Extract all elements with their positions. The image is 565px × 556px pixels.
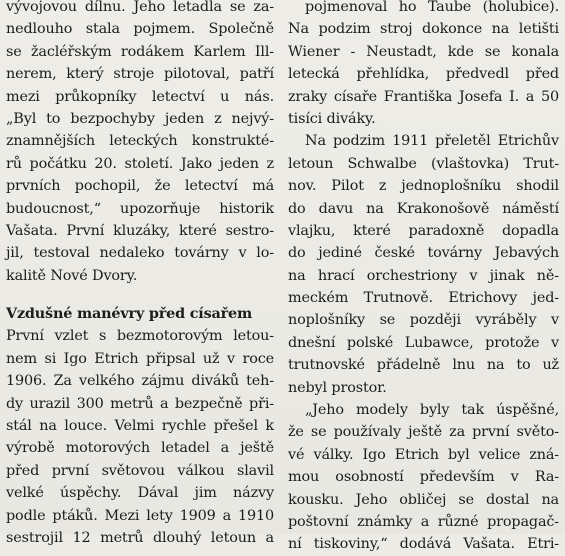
text-line: do jediné české továrny Jebavých <box>288 245 559 262</box>
text-line: kousku. Jeho obličej se dostal na <box>288 491 559 508</box>
article-column-left <box>6 0 274 546</box>
text-line: letecká přehlídka, předvedl před <box>288 66 559 83</box>
text-line: pojmenoval ho Taube (holubice). <box>305 0 559 15</box>
text-line: že se používaly ještě za první světo- <box>288 424 559 441</box>
text-line: velké úspěchy. Dával jim názvy <box>6 485 274 502</box>
text-line: První vzlet s bezmotorovým letou- <box>6 328 274 345</box>
text-line: mou osobností především v Ra- <box>288 469 559 486</box>
text-line: kalitě Nové Dvory. <box>6 267 138 284</box>
text-line: nedlouho stala pojmem. Společně <box>6 21 274 38</box>
text-line: Na podzim stroj dokonce na letišti <box>288 21 559 38</box>
text-line: Na podzim 1911 přeletěl Etrichův <box>305 133 559 150</box>
text-line: vývojovou dílnu. Jeho letadla se za- <box>6 0 274 15</box>
text-line: tisíci diváky. <box>288 110 376 127</box>
text-line: rů počátku 20. století. Jako jeden z <box>6 155 274 172</box>
text-line: „Byl to bezpochyby jeden z nejvý- <box>6 110 274 127</box>
text-line: zraky císaře Františka Josefa I. a 50 <box>288 88 559 105</box>
text-line: vlajku, které paradoxně dopadla <box>288 222 559 239</box>
text-line: do davu na Krakonošově náměstí <box>288 200 559 217</box>
text-line: vé války. Igo Etrich byl velice zná- <box>288 446 559 463</box>
text-line: jil, testoval nedaleko továrny v lo- <box>6 245 274 262</box>
text-line: 1906. Za velkého zájmu diváků teh- <box>6 373 274 390</box>
text-line: letoun Schwalbe (vlaštovka) Trut- <box>288 155 559 172</box>
text-line: znamnějších leteckých konstrukté- <box>6 133 274 150</box>
text-line: výrobě motorových letadel a ještě <box>6 440 274 457</box>
text-line: na hrací orchestriony v jinak ně- <box>288 267 559 284</box>
text-line: noplošníky se později vyráběly v <box>288 312 559 329</box>
section-heading: Vzdušné manévry před císařem <box>6 305 252 323</box>
text-line: Vašata. První kluzáky, které sestro- <box>6 222 274 239</box>
text-line: budoucnost,“ upozorňuje historik <box>6 200 274 217</box>
text-line: nerem, který stroje pilotoval, patří <box>6 66 274 83</box>
text-line: mezi průkopníky letectví u nás. <box>6 88 274 105</box>
text-line: dnešní polské Lubawce, protože v <box>288 334 559 351</box>
text-line: poštovní známky a různé propagač- <box>288 513 559 530</box>
text-line: podle ptáků. Mezi lety 1909 a 1910 <box>6 507 274 524</box>
text-line: sestrojil 12 metrů dlouhý letoun a <box>6 529 274 546</box>
text-line: dy urazil 300 metrů a bezpečně při- <box>6 395 274 412</box>
text-line: nem si Igo Etrich připsal už v roce <box>6 350 274 367</box>
article-column-right <box>288 0 559 553</box>
text-line: nebyl prostor. <box>288 379 387 396</box>
text-line: se žacléřským rodákem Karlem Ill- <box>6 43 274 60</box>
text-line: meckém Trutnově. Etrichovy jed- <box>288 290 559 307</box>
text-line: prvních pochopil, že letectví má <box>6 178 274 195</box>
text-line: nov. Pilot z jednoplošníku shodil <box>288 178 559 195</box>
text-line: Wiener - Neustadt, kde se konala <box>288 43 559 60</box>
text-line: „Jeho modely byly tak úspěšné, <box>305 402 559 419</box>
text-line: trutnovské přádelně lnu na to už <box>288 357 559 374</box>
text-line: stál na louce. Velmi rychle přešel k <box>6 418 274 435</box>
text-line: před první světovou válkou slavil <box>6 462 274 479</box>
paragraph-gap <box>6 287 274 303</box>
text-line: ní tiskoviny,“ dodává Vašata. Etri- <box>288 536 559 553</box>
